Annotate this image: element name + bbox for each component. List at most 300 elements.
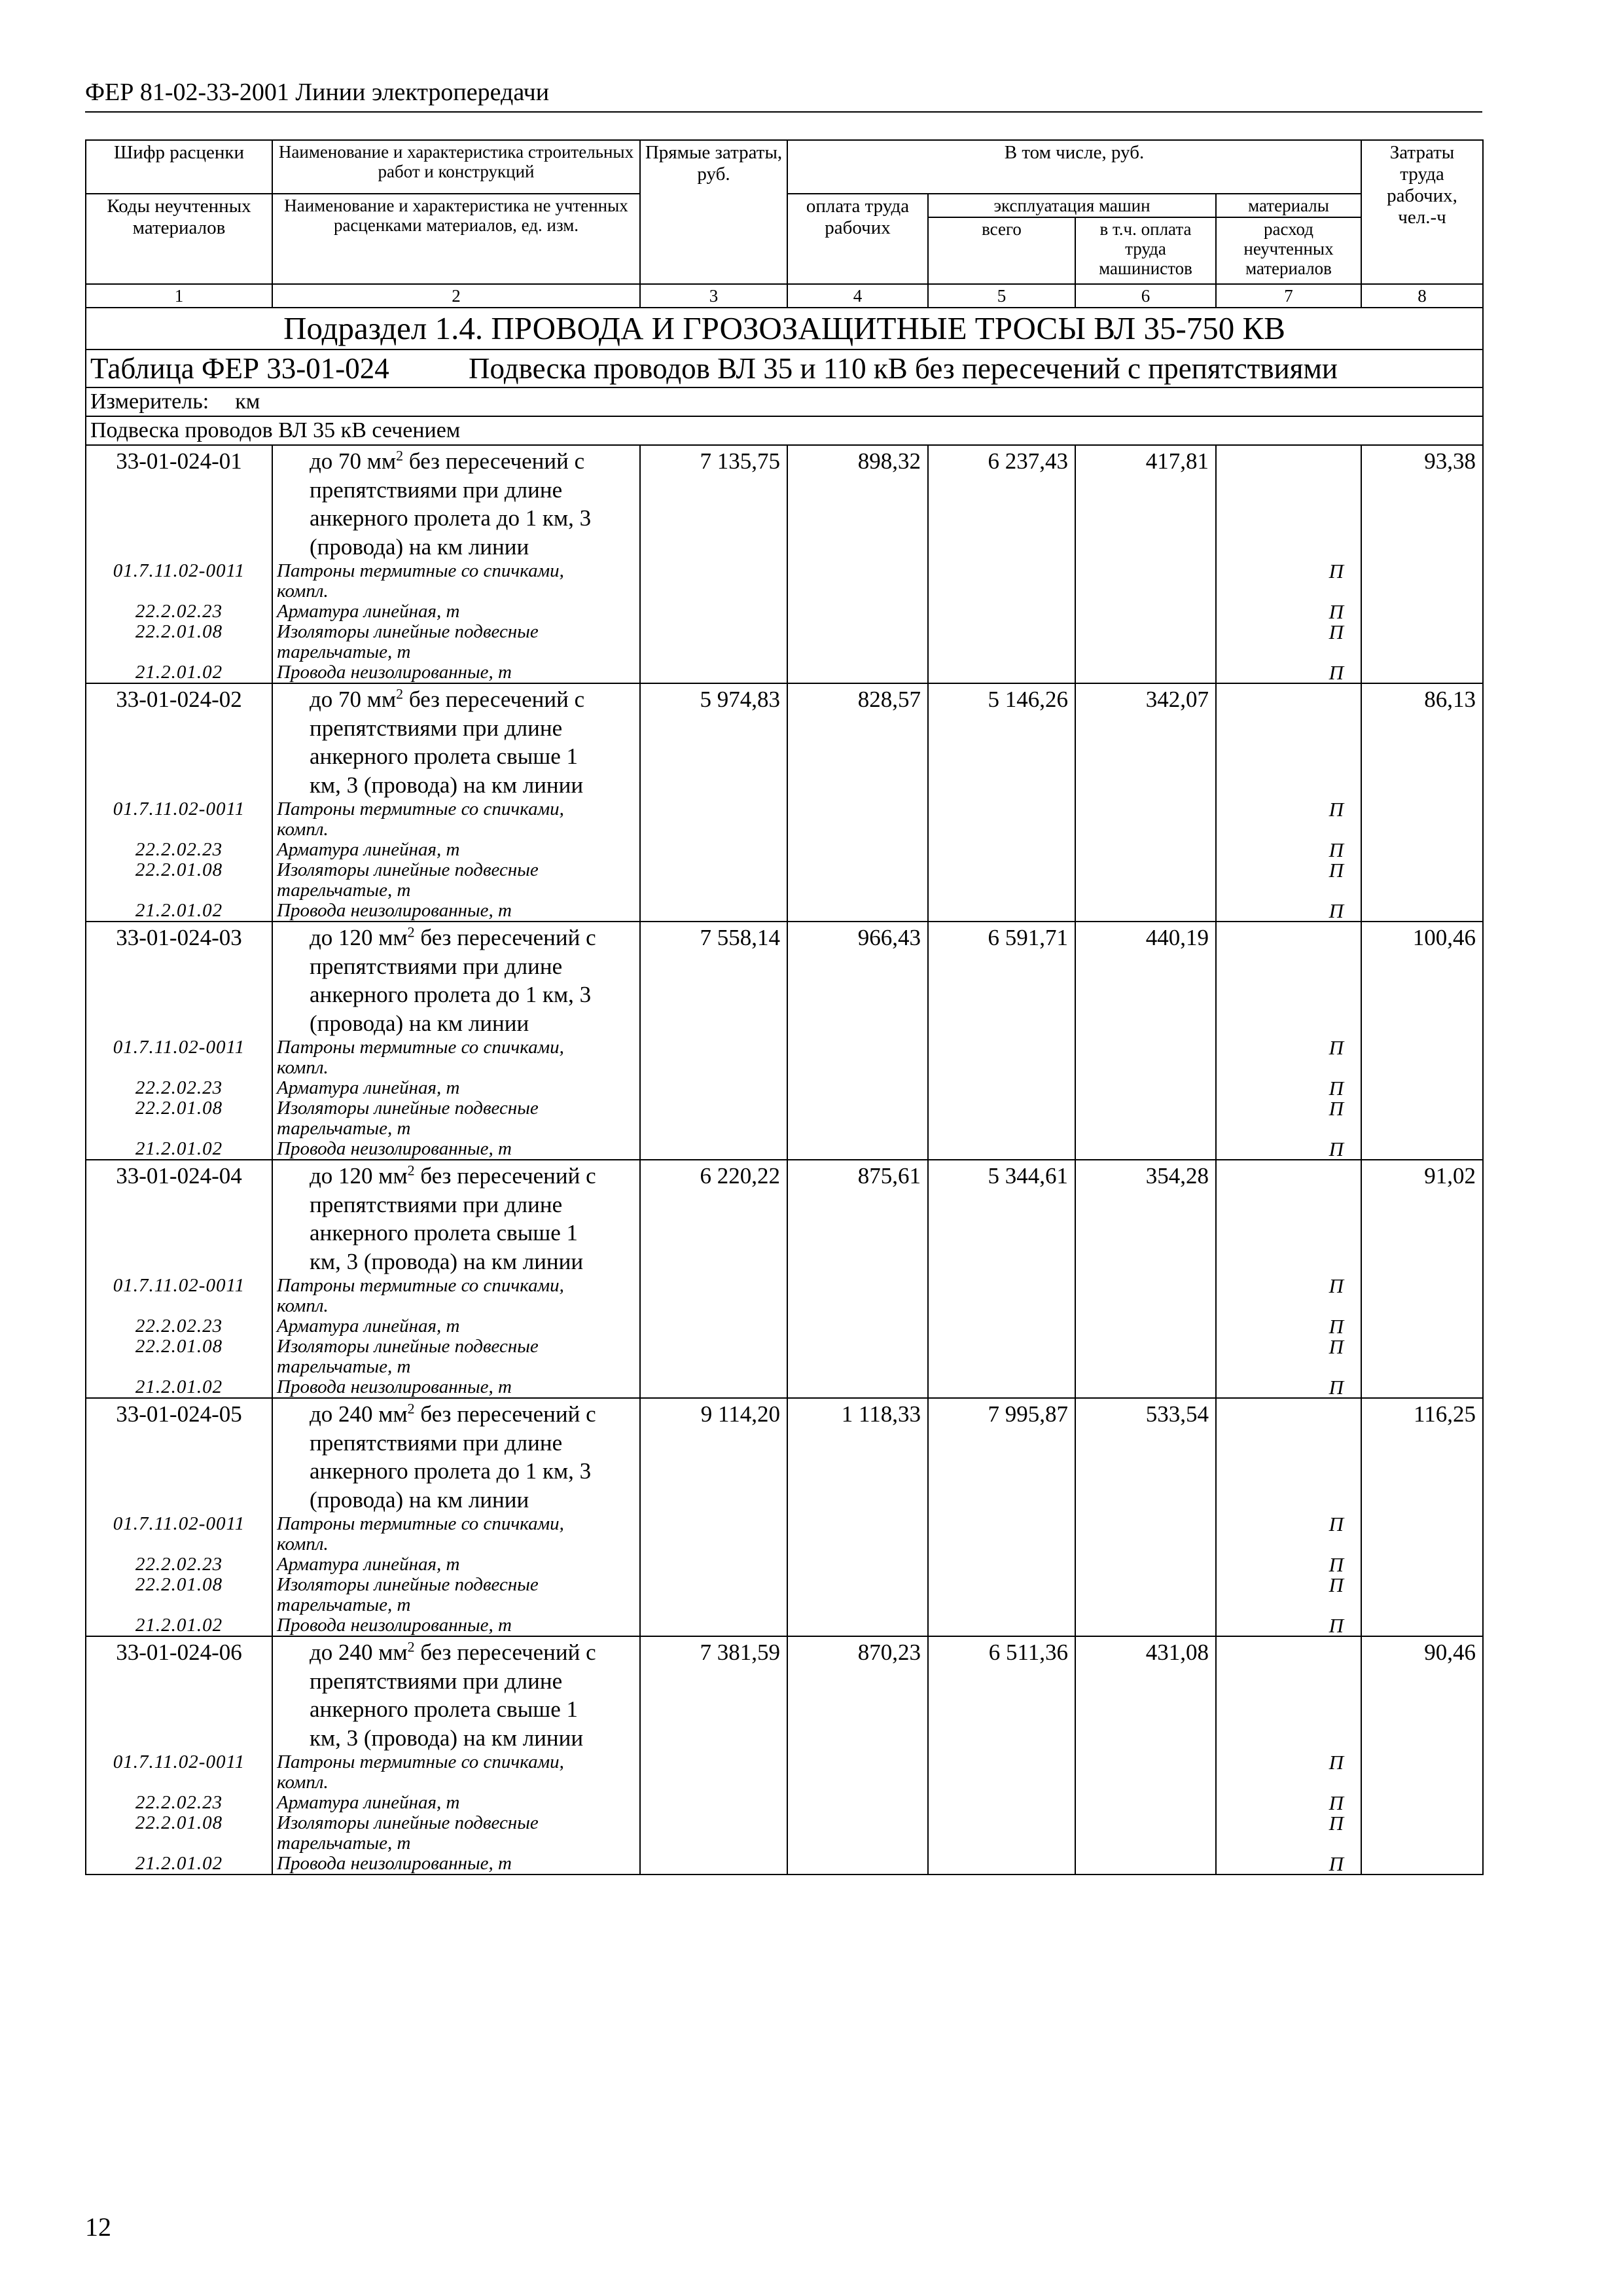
empty-cell xyxy=(928,860,1075,901)
empty-cell xyxy=(787,840,928,860)
material-code: 21.2.01.02 xyxy=(86,1377,272,1398)
empty-cell xyxy=(1361,601,1483,622)
direct-costs: 7 558,14 xyxy=(640,922,787,1037)
empty-cell xyxy=(1075,840,1216,860)
machinists-pay: 440,19 xyxy=(1075,922,1216,1037)
header-labor-hours: Затраты труда рабочих, чел.-ч xyxy=(1361,140,1483,284)
machines-total: 6 511,36 xyxy=(928,1636,1075,1752)
material-row xyxy=(86,1037,1483,1078)
empty-cell xyxy=(1075,1336,1216,1377)
material-name-text: Патроны термитные со спичками, xyxy=(277,1752,564,1772)
material-code: 21.2.01.02 xyxy=(86,1139,272,1160)
material-name-text: Провода неизолированные, т xyxy=(277,662,512,683)
empty-cell xyxy=(928,622,1075,662)
description-text: (провода) на км линии xyxy=(310,1486,529,1513)
rate-code: 33-01-024-06 xyxy=(86,1636,272,1752)
empty-cell xyxy=(640,1793,787,1813)
material-name xyxy=(272,1514,640,1554)
material-row xyxy=(86,1752,1483,1793)
empty-cell xyxy=(928,1078,1075,1098)
material-name-text: Арматура линейная, т xyxy=(277,1554,460,1575)
table-title: Подвеска проводов ВЛ 35 и 110 кВ без пересечений с препятствиями xyxy=(469,352,1338,385)
empty-cell xyxy=(928,1316,1075,1336)
empty-cell xyxy=(928,1276,1075,1316)
empty-cell xyxy=(1361,799,1483,840)
empty-cell xyxy=(1075,561,1216,601)
material-quantity: П xyxy=(1216,1139,1361,1160)
header-material-codes: Коды неучтенных материалов xyxy=(86,194,272,284)
direct-costs: 9 114,20 xyxy=(640,1398,787,1514)
material-consumption xyxy=(1216,683,1361,799)
labor-hours: 86,13 xyxy=(1361,683,1483,799)
column-number: 3 xyxy=(640,284,787,308)
material-code: 22.2.02.23 xyxy=(86,1554,272,1575)
header-code: Шифр расценки xyxy=(86,140,272,194)
work-description xyxy=(272,683,640,799)
material-name xyxy=(272,1316,640,1336)
table-heading xyxy=(86,350,1483,387)
column-number: 4 xyxy=(787,284,928,308)
header-machines-total: всего xyxy=(928,217,1075,284)
description-text: препятствиями при длине xyxy=(310,953,563,979)
material-code: 22.2.02.23 xyxy=(86,1793,272,1813)
material-code: 22.2.02.23 xyxy=(86,1316,272,1336)
material-code: 01.7.11.02-0011 xyxy=(86,1037,272,1078)
material-code: 22.2.02.23 xyxy=(86,1078,272,1098)
empty-cell xyxy=(1361,1575,1483,1615)
material-name xyxy=(272,840,640,860)
labor-hours: 90,46 xyxy=(1361,1636,1483,1752)
material-quantity: П xyxy=(1216,1098,1361,1139)
material-name-text: тарельчатые, т xyxy=(277,880,411,901)
description-text: до 120 мм xyxy=(310,925,408,950)
material-code: 22.2.01.08 xyxy=(86,1813,272,1854)
material-name-text: Изоляторы линейные подвесные xyxy=(277,1813,539,1833)
material-name-text: Провода неизолированные, т xyxy=(277,901,512,921)
empty-cell xyxy=(1075,1098,1216,1139)
empty-cell xyxy=(1075,901,1216,922)
empty-cell xyxy=(1075,1615,1216,1636)
material-code: 21.2.01.02 xyxy=(86,901,272,922)
material-code: 22.2.02.23 xyxy=(86,601,272,622)
empty-cell xyxy=(787,1276,928,1316)
labor-hours: 116,25 xyxy=(1361,1398,1483,1514)
material-code: 21.2.01.02 xyxy=(86,1615,272,1636)
machines-total: 6 237,43 xyxy=(928,445,1075,561)
material-row xyxy=(86,1793,1483,1813)
empty-cell xyxy=(1075,1037,1216,1078)
material-quantity: П xyxy=(1216,1575,1361,1615)
labor-hours: 100,46 xyxy=(1361,922,1483,1037)
material-quantity: П xyxy=(1216,1514,1361,1554)
empty-cell xyxy=(787,1615,928,1636)
material-name-text: Изоляторы линейные подвесные xyxy=(277,860,539,880)
material-name xyxy=(272,901,640,922)
empty-cell xyxy=(787,1854,928,1874)
description-text: анкерного пролета до 1 км, 3 xyxy=(310,1458,592,1484)
material-name-text: Изоляторы линейные подвесные xyxy=(277,1336,539,1357)
empty-cell xyxy=(1361,1752,1483,1793)
meter-unit: км xyxy=(235,389,260,414)
machines-total: 6 591,71 xyxy=(928,922,1075,1037)
header-material-name: Наименование и характеристика не учтенных расценками материалов, ед. изм. xyxy=(272,194,640,284)
material-name xyxy=(272,1276,640,1316)
empty-cell xyxy=(640,1139,787,1160)
labor-pay: 870,23 xyxy=(787,1636,928,1752)
empty-cell xyxy=(640,1752,787,1793)
material-code: 21.2.01.02 xyxy=(86,662,272,683)
empty-cell xyxy=(1075,1316,1216,1336)
material-consumption xyxy=(1216,1398,1361,1514)
empty-cell xyxy=(640,662,787,683)
empty-cell xyxy=(1361,1276,1483,1316)
description-text: без пересечений с xyxy=(403,448,585,474)
material-code: 22.2.02.23 xyxy=(86,840,272,860)
material-quantity: П xyxy=(1216,561,1361,601)
column-number: 5 xyxy=(928,284,1075,308)
material-name xyxy=(272,1793,640,1813)
empty-cell xyxy=(787,1793,928,1813)
empty-cell xyxy=(928,662,1075,683)
meter-row xyxy=(86,387,1483,416)
empty-cell xyxy=(1075,1854,1216,1874)
empty-cell xyxy=(787,1078,928,1098)
work-description xyxy=(272,1636,640,1752)
header-material-consumption: расход неучтенных материалов xyxy=(1216,217,1361,284)
description-text: до 120 мм xyxy=(310,1163,408,1189)
empty-cell xyxy=(1361,840,1483,860)
empty-cell xyxy=(928,561,1075,601)
material-name-text: Изоляторы линейные подвесные xyxy=(277,622,539,642)
material-row xyxy=(86,1276,1483,1316)
empty-cell xyxy=(1361,1336,1483,1377)
empty-cell xyxy=(928,601,1075,622)
material-row xyxy=(86,1098,1483,1139)
empty-cell xyxy=(1361,1316,1483,1336)
empty-cell xyxy=(1075,1514,1216,1554)
group-subtitle: Подвеска проводов ВЛ 35 кВ сечением xyxy=(86,416,1483,445)
header-materials: материалы xyxy=(1216,194,1361,217)
table-row xyxy=(86,445,1483,561)
material-name-text: тарельчатые, т xyxy=(277,1356,411,1377)
material-name xyxy=(272,1575,640,1615)
empty-cell xyxy=(640,901,787,922)
material-name-text: Изоляторы линейные подвесные xyxy=(277,1575,539,1595)
material-name xyxy=(272,622,640,662)
material-consumption xyxy=(1216,1636,1361,1752)
empty-cell xyxy=(1361,1813,1483,1854)
material-quantity: П xyxy=(1216,601,1361,622)
description-text: км, 3 (провода) на км линии xyxy=(310,1248,584,1274)
material-name-text: компл. xyxy=(277,1295,329,1316)
header-direct-costs: Прямые затраты, руб. xyxy=(640,140,787,284)
empty-cell xyxy=(1361,1139,1483,1160)
description-text: анкерного пролета свыше 1 xyxy=(310,1220,578,1246)
table-row xyxy=(86,1636,1483,1752)
machinists-pay: 417,81 xyxy=(1075,445,1216,561)
material-name xyxy=(272,601,640,622)
table-row xyxy=(86,683,1483,799)
empty-cell xyxy=(1361,662,1483,683)
rate-code: 33-01-024-04 xyxy=(86,1160,272,1276)
header-labor-pay: оплата труда рабочих xyxy=(787,194,928,284)
empty-cell xyxy=(640,1854,787,1874)
material-code: 01.7.11.02-0011 xyxy=(86,799,272,840)
description-text: до 70 мм xyxy=(310,687,397,712)
material-row xyxy=(86,1813,1483,1854)
material-row xyxy=(86,799,1483,840)
labor-pay: 1 118,33 xyxy=(787,1398,928,1514)
material-name-text: Патроны термитные со спичками, xyxy=(277,1276,564,1296)
description-text: препятствиями при длине xyxy=(310,1429,563,1456)
material-code: 01.7.11.02-0011 xyxy=(86,1514,272,1554)
header-work-name: Наименование и характеристика строительных работ и конструкций xyxy=(272,140,640,194)
empty-cell xyxy=(1075,799,1216,840)
material-quantity: П xyxy=(1216,1752,1361,1793)
material-name-text: Арматура линейная, т xyxy=(277,601,460,622)
empty-cell xyxy=(640,860,787,901)
superscript: 2 xyxy=(407,1162,415,1179)
material-row xyxy=(86,860,1483,901)
empty-cell xyxy=(787,1336,928,1377)
material-row xyxy=(86,1377,1483,1398)
empty-cell xyxy=(928,1854,1075,1874)
material-code: 01.7.11.02-0011 xyxy=(86,561,272,601)
empty-cell xyxy=(640,1316,787,1336)
empty-cell xyxy=(787,1752,928,1793)
material-code: 21.2.01.02 xyxy=(86,1854,272,1874)
material-name-text: Патроны термитные со спичками, xyxy=(277,799,564,819)
machinists-pay: 533,54 xyxy=(1075,1398,1216,1514)
material-name xyxy=(272,1139,640,1160)
empty-cell xyxy=(640,1575,787,1615)
empty-cell xyxy=(640,1377,787,1398)
empty-cell xyxy=(1075,622,1216,662)
empty-cell xyxy=(928,1813,1075,1854)
material-row xyxy=(86,1336,1483,1377)
empty-cell xyxy=(787,901,928,922)
material-name-text: Изоляторы линейные подвесные xyxy=(277,1098,539,1119)
description-text: до 70 мм xyxy=(310,448,397,474)
material-quantity: П xyxy=(1216,1276,1361,1316)
material-quantity: П xyxy=(1216,1316,1361,1336)
superscript: 2 xyxy=(407,1400,415,1417)
material-row xyxy=(86,1316,1483,1336)
material-name-text: компл. xyxy=(277,1534,329,1554)
machines-total: 5 344,61 xyxy=(928,1160,1075,1276)
material-quantity: П xyxy=(1216,662,1361,683)
rates-table xyxy=(85,139,1484,1875)
material-row xyxy=(86,901,1483,922)
material-name-text: компл. xyxy=(277,819,329,840)
empty-cell xyxy=(640,1098,787,1139)
material-quantity: П xyxy=(1216,1554,1361,1575)
material-row xyxy=(86,662,1483,683)
table-row xyxy=(86,922,1483,1037)
machines-total: 5 146,26 xyxy=(928,683,1075,799)
empty-cell xyxy=(787,561,928,601)
material-name-text: тарельчатые, т xyxy=(277,1594,411,1615)
empty-cell xyxy=(1361,561,1483,601)
empty-cell xyxy=(1361,1098,1483,1139)
description-text: без пересечений с xyxy=(414,1401,596,1427)
material-name-text: компл. xyxy=(277,581,329,601)
empty-cell xyxy=(928,1615,1075,1636)
empty-cell xyxy=(1075,1276,1216,1316)
material-name-text: Провода неизолированные, т xyxy=(277,1854,512,1874)
empty-cell xyxy=(640,1813,787,1854)
superscript: 2 xyxy=(407,924,415,941)
empty-cell xyxy=(640,1276,787,1316)
description-text: без пересечений с xyxy=(414,1163,596,1189)
labor-hours: 93,38 xyxy=(1361,445,1483,561)
material-quantity: П xyxy=(1216,622,1361,662)
material-name-text: тарельчатые, т xyxy=(277,641,411,662)
rate-code: 33-01-024-03 xyxy=(86,922,272,1037)
empty-cell xyxy=(787,1098,928,1139)
empty-cell xyxy=(787,622,928,662)
material-code: 22.2.01.08 xyxy=(86,622,272,662)
empty-cell xyxy=(1075,1554,1216,1575)
material-name-text: Арматура линейная, т xyxy=(277,840,460,860)
description-text: до 240 мм xyxy=(310,1640,408,1665)
labor-pay: 898,32 xyxy=(787,445,928,561)
material-name xyxy=(272,1854,640,1874)
material-quantity: П xyxy=(1216,1793,1361,1813)
description-text: без пересечений с xyxy=(403,687,585,712)
empty-cell xyxy=(787,1037,928,1078)
material-quantity: П xyxy=(1216,1078,1361,1098)
superscript: 2 xyxy=(407,1638,415,1655)
material-code: 01.7.11.02-0011 xyxy=(86,1752,272,1793)
description-text: км, 3 (провода) на км линии xyxy=(310,1725,584,1751)
material-row xyxy=(86,1575,1483,1615)
empty-cell xyxy=(928,1575,1075,1615)
material-name xyxy=(272,561,640,601)
empty-cell xyxy=(787,1514,928,1554)
empty-cell xyxy=(928,1139,1075,1160)
direct-costs: 7 381,59 xyxy=(640,1636,787,1752)
machinists-pay: 354,28 xyxy=(1075,1160,1216,1276)
description-text: анкерного пролета до 1 км, 3 xyxy=(310,505,592,531)
machinists-pay: 431,08 xyxy=(1075,1636,1216,1752)
empty-cell xyxy=(928,1752,1075,1793)
work-description xyxy=(272,1160,640,1276)
column-number: 1 xyxy=(86,284,272,308)
empty-cell xyxy=(1361,622,1483,662)
material-row xyxy=(86,1554,1483,1575)
description-text: без пересечений с xyxy=(414,925,596,950)
empty-cell xyxy=(928,1514,1075,1554)
empty-cell xyxy=(928,1554,1075,1575)
column-number: 6 xyxy=(1075,284,1216,308)
empty-cell xyxy=(1075,1793,1216,1813)
empty-cell xyxy=(1075,1575,1216,1615)
empty-cell xyxy=(787,860,928,901)
column-number: 7 xyxy=(1216,284,1361,308)
empty-cell xyxy=(640,840,787,860)
material-name-text: Патроны термитные со спичками, xyxy=(277,561,564,581)
material-name xyxy=(272,1377,640,1398)
material-quantity: П xyxy=(1216,1336,1361,1377)
description-text: без пересечений с xyxy=(414,1640,596,1665)
empty-cell xyxy=(928,799,1075,840)
material-code: 01.7.11.02-0011 xyxy=(86,1276,272,1316)
empty-cell xyxy=(640,1514,787,1554)
material-name xyxy=(272,799,640,840)
empty-cell xyxy=(928,840,1075,860)
empty-cell xyxy=(1361,1037,1483,1078)
material-code: 22.2.01.08 xyxy=(86,1575,272,1615)
empty-cell xyxy=(1361,1615,1483,1636)
direct-costs: 6 220,22 xyxy=(640,1160,787,1276)
material-name-text: Провода неизолированные, т xyxy=(277,1615,512,1636)
empty-cell xyxy=(640,1078,787,1098)
description-text: препятствиями при длине xyxy=(310,1668,563,1694)
empty-cell xyxy=(1075,1752,1216,1793)
page-number: 12 xyxy=(85,2212,111,2242)
empty-cell xyxy=(1075,662,1216,683)
material-row xyxy=(86,561,1483,601)
description-text: анкерного пролета до 1 км, 3 xyxy=(310,982,592,1007)
material-quantity: П xyxy=(1216,840,1361,860)
description-text: до 240 мм xyxy=(310,1401,408,1427)
section-title: Подраздел 1.4. ПРОВОДА И ГРОЗОЗАЩИТНЫЕ ТРОСЫ ВЛ 35-750 КВ xyxy=(86,308,1483,350)
empty-cell xyxy=(1075,860,1216,901)
empty-cell xyxy=(928,1098,1075,1139)
material-row xyxy=(86,1139,1483,1160)
empty-cell xyxy=(1361,1554,1483,1575)
column-number: 2 xyxy=(272,284,640,308)
material-quantity: П xyxy=(1216,1037,1361,1078)
material-quantity: П xyxy=(1216,799,1361,840)
material-name-text: тарельчатые, т xyxy=(277,1118,411,1139)
material-name-text: компл. xyxy=(277,1772,329,1793)
description-text: (провода) на км линии xyxy=(310,1010,529,1036)
material-name-text: компл. xyxy=(277,1057,329,1078)
material-code: 22.2.01.08 xyxy=(86,1098,272,1139)
empty-cell xyxy=(928,901,1075,922)
description-text: (провода) на км линии xyxy=(310,533,529,560)
empty-cell xyxy=(640,561,787,601)
material-row xyxy=(86,1854,1483,1874)
empty-cell xyxy=(787,662,928,683)
material-name-text: тарельчатые, т xyxy=(277,1833,411,1854)
empty-cell xyxy=(928,1377,1075,1398)
empty-cell xyxy=(787,1813,928,1854)
rate-code: 33-01-024-05 xyxy=(86,1398,272,1514)
direct-costs: 5 974,83 xyxy=(640,683,787,799)
material-name xyxy=(272,1813,640,1854)
empty-cell xyxy=(1361,1793,1483,1813)
material-quantity: П xyxy=(1216,1813,1361,1854)
superscript: 2 xyxy=(396,447,404,464)
empty-cell xyxy=(1075,1377,1216,1398)
empty-cell xyxy=(640,1336,787,1377)
empty-cell xyxy=(1361,860,1483,901)
empty-cell xyxy=(640,1554,787,1575)
empty-cell xyxy=(1361,1377,1483,1398)
empty-cell xyxy=(1361,1514,1483,1554)
material-name xyxy=(272,1037,640,1078)
description-text: анкерного пролета свыше 1 xyxy=(310,744,578,769)
rate-code: 33-01-024-01 xyxy=(86,445,272,561)
empty-cell xyxy=(640,799,787,840)
material-row xyxy=(86,622,1483,662)
material-name-text: Патроны термитные со спичками, xyxy=(277,1514,564,1534)
material-name-text: Провода неизолированные, т xyxy=(277,1139,512,1159)
description-text: км, 3 (провода) на км линии xyxy=(310,772,584,798)
